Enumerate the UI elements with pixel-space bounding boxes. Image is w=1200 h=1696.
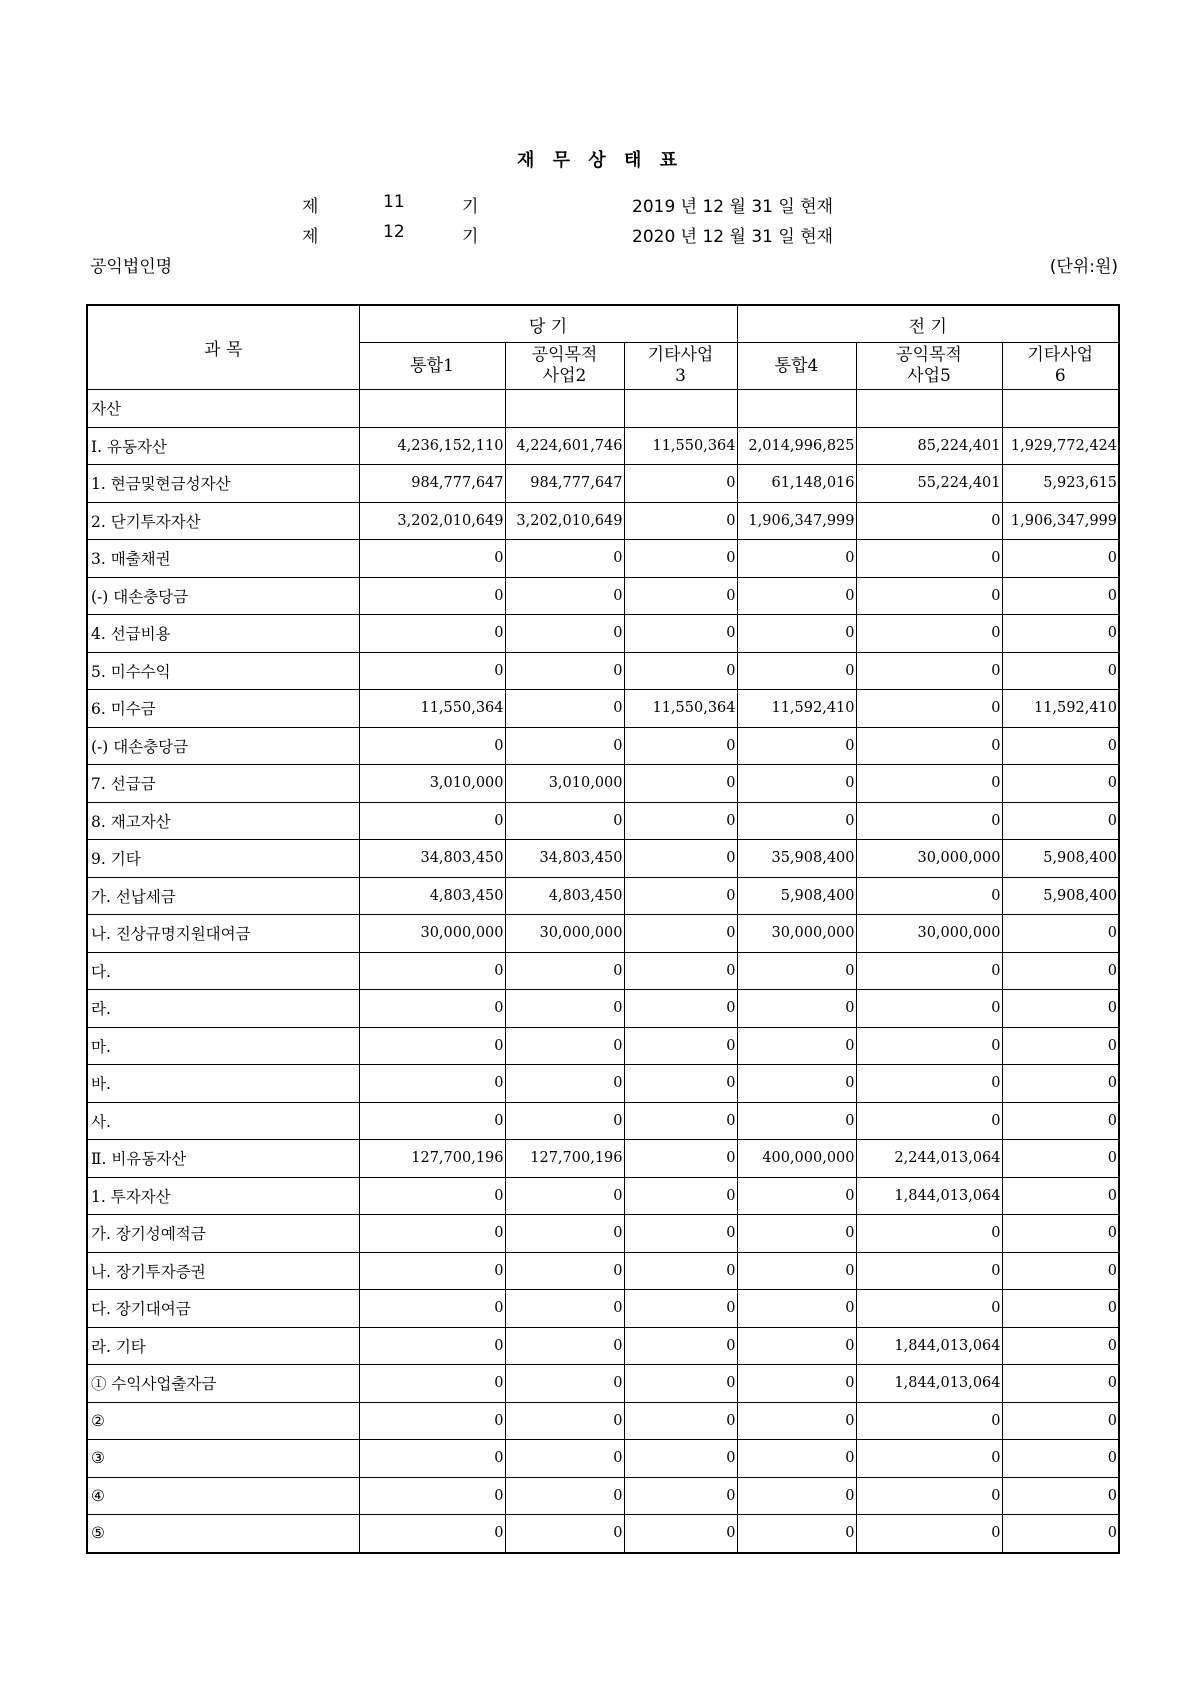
amount-cell: 0 bbox=[505, 540, 624, 578]
amount-cell: 0 bbox=[359, 1477, 505, 1515]
amount-cell: 3,010,000 bbox=[359, 765, 505, 803]
amount-cell: 0 bbox=[624, 1290, 737, 1328]
table-row bbox=[87, 390, 1119, 428]
amount-cell: 0 bbox=[856, 1065, 1002, 1103]
amount-cell: 0 bbox=[737, 1102, 856, 1140]
amount-cell: 0 bbox=[1002, 1327, 1119, 1365]
table-row bbox=[87, 1140, 1119, 1178]
row-label: 자산 bbox=[87, 390, 359, 428]
table-row bbox=[87, 1102, 1119, 1140]
amount-cell: 0 bbox=[1002, 1440, 1119, 1478]
period-prefix: 제 bbox=[302, 197, 319, 217]
amount-cell: 0 bbox=[359, 1327, 505, 1365]
amount-cell: 0 bbox=[737, 1402, 856, 1440]
entity-name-label: 공익법인명 bbox=[90, 257, 173, 277]
amount-cell: 0 bbox=[505, 1515, 624, 1553]
amount-cell: 0 bbox=[505, 1252, 624, 1290]
amount-cell: 0 bbox=[624, 540, 737, 578]
column-subheader: 공익목적 사업5 bbox=[856, 343, 1002, 390]
amount-cell: 0 bbox=[1002, 1252, 1119, 1290]
table-row bbox=[87, 1402, 1119, 1440]
amount-cell: 0 bbox=[856, 802, 1002, 840]
amount-cell: 0 bbox=[1002, 915, 1119, 953]
row-label: 다. 장기대여금 bbox=[87, 1290, 359, 1328]
period-date: 2020 년 12 월 31 일 현재 bbox=[632, 227, 834, 247]
amount-cell: 0 bbox=[1002, 802, 1119, 840]
amount-cell: 0 bbox=[1002, 1515, 1119, 1553]
table-row bbox=[87, 1327, 1119, 1365]
amount-cell: 1,929,772,424 bbox=[1002, 427, 1119, 465]
amount-cell: 0 bbox=[737, 765, 856, 803]
row-label: ② bbox=[87, 1402, 359, 1440]
amount-cell: 0 bbox=[1002, 1027, 1119, 1065]
amount-cell: 0 bbox=[624, 877, 737, 915]
amount-cell: 30,000,000 bbox=[856, 915, 1002, 953]
amount-cell: 30,000,000 bbox=[505, 915, 624, 953]
amount-cell: 0 bbox=[505, 615, 624, 653]
amount-cell: 0 bbox=[737, 615, 856, 653]
amount-cell: 0 bbox=[359, 1065, 505, 1103]
amount-cell: 0 bbox=[624, 502, 737, 540]
amount-cell: 0 bbox=[359, 1290, 505, 1328]
amount-cell: 0 bbox=[856, 540, 1002, 578]
table-row bbox=[87, 1365, 1119, 1403]
amount-cell: 0 bbox=[1002, 1402, 1119, 1440]
amount-cell: 0 bbox=[856, 877, 1002, 915]
amount-cell: 0 bbox=[1002, 765, 1119, 803]
row-label: Ⅱ. 비유동자산 bbox=[87, 1140, 359, 1178]
amount-cell: 5,908,400 bbox=[737, 877, 856, 915]
amount-cell: 0 bbox=[1002, 615, 1119, 653]
amount-cell: 0 bbox=[505, 1327, 624, 1365]
table-body bbox=[87, 390, 1119, 1553]
amount-cell: 5,908,400 bbox=[1002, 877, 1119, 915]
row-label: (-) 대손충당금 bbox=[87, 727, 359, 765]
amount-cell: 34,803,450 bbox=[505, 840, 624, 878]
table-row bbox=[87, 540, 1119, 578]
period-suffix: 기 bbox=[462, 227, 479, 247]
amount-cell: 0 bbox=[1002, 1365, 1119, 1403]
amount-cell: 0 bbox=[505, 1177, 624, 1215]
row-label: Ⅰ. 유동자산 bbox=[87, 427, 359, 465]
row-label: 1. 투자자산 bbox=[87, 1177, 359, 1215]
amount-cell bbox=[505, 390, 624, 428]
amount-cell: 0 bbox=[737, 1027, 856, 1065]
table-row bbox=[87, 427, 1119, 465]
period-prefix: 제 bbox=[302, 227, 319, 247]
amount-cell: 0 bbox=[624, 840, 737, 878]
amount-cell: 0 bbox=[624, 1177, 737, 1215]
amount-cell: 0 bbox=[505, 952, 624, 990]
amount-cell: 0 bbox=[359, 990, 505, 1028]
amount-cell: 0 bbox=[737, 652, 856, 690]
amount-cell: 0 bbox=[737, 1327, 856, 1365]
amount-cell: 0 bbox=[856, 952, 1002, 990]
amount-cell: 3,202,010,649 bbox=[505, 502, 624, 540]
amount-cell: 0 bbox=[624, 465, 737, 503]
amount-cell: 0 bbox=[624, 615, 737, 653]
amount-cell: 1,906,347,999 bbox=[737, 502, 856, 540]
column-subheader: 공익목적 사업2 bbox=[505, 343, 624, 390]
table-row bbox=[87, 652, 1119, 690]
amount-cell: 0 bbox=[1002, 577, 1119, 615]
row-label: 다. bbox=[87, 952, 359, 990]
amount-cell: 11,550,364 bbox=[624, 427, 737, 465]
row-label: 나. 장기투자증권 bbox=[87, 1252, 359, 1290]
balance-sheet-table bbox=[86, 304, 1120, 1554]
amount-cell: 0 bbox=[1002, 1065, 1119, 1103]
row-label: 4. 선급비용 bbox=[87, 615, 359, 653]
amount-cell: 0 bbox=[359, 952, 505, 990]
amount-cell: 0 bbox=[856, 1290, 1002, 1328]
table-row bbox=[87, 802, 1119, 840]
amount-cell: 0 bbox=[359, 1215, 505, 1253]
period-line-current bbox=[0, 192, 1200, 218]
table-row bbox=[87, 1215, 1119, 1253]
table-row bbox=[87, 502, 1119, 540]
amount-cell: 1,844,013,064 bbox=[856, 1327, 1002, 1365]
row-label: 사. bbox=[87, 1102, 359, 1140]
amount-cell: 0 bbox=[505, 1027, 624, 1065]
amount-cell: 0 bbox=[624, 990, 737, 1028]
period-number: 11 bbox=[383, 192, 405, 212]
amount-cell: 0 bbox=[737, 540, 856, 578]
unit-label: (단위:원) bbox=[1049, 257, 1118, 277]
amount-cell: 11,550,364 bbox=[624, 690, 737, 728]
amount-cell: 4,224,601,746 bbox=[505, 427, 624, 465]
amount-cell: 0 bbox=[359, 1515, 505, 1553]
row-label: 가. 선납세금 bbox=[87, 877, 359, 915]
table-row bbox=[87, 1440, 1119, 1478]
amount-cell: 0 bbox=[505, 1402, 624, 1440]
amount-cell: 0 bbox=[1002, 1290, 1119, 1328]
amount-cell: 0 bbox=[856, 1515, 1002, 1553]
amount-cell: 0 bbox=[1002, 652, 1119, 690]
row-label: 마. bbox=[87, 1027, 359, 1065]
amount-cell: 11,592,410 bbox=[1002, 690, 1119, 728]
amount-cell: 0 bbox=[856, 1252, 1002, 1290]
amount-cell: 0 bbox=[624, 1252, 737, 1290]
amount-cell: 4,803,450 bbox=[505, 877, 624, 915]
amount-cell: 0 bbox=[856, 690, 1002, 728]
amount-cell: 0 bbox=[359, 615, 505, 653]
amount-cell: 0 bbox=[856, 1027, 1002, 1065]
current-period-header: 당 기 bbox=[359, 305, 737, 343]
amount-cell: 0 bbox=[856, 990, 1002, 1028]
amount-cell: 4,803,450 bbox=[359, 877, 505, 915]
row-label: ⑤ bbox=[87, 1515, 359, 1553]
amount-cell: 984,777,647 bbox=[505, 465, 624, 503]
amount-cell: 1,844,013,064 bbox=[856, 1177, 1002, 1215]
table-row bbox=[87, 1477, 1119, 1515]
amount-cell: 0 bbox=[856, 577, 1002, 615]
amount-cell: 0 bbox=[1002, 952, 1119, 990]
amount-cell: 85,224,401 bbox=[856, 427, 1002, 465]
amount-cell: 0 bbox=[359, 1027, 505, 1065]
amount-cell: 5,923,615 bbox=[1002, 465, 1119, 503]
amount-cell: 0 bbox=[856, 615, 1002, 653]
amount-cell: 3,202,010,649 bbox=[359, 502, 505, 540]
period-suffix: 기 bbox=[462, 197, 479, 217]
row-label: 라. bbox=[87, 990, 359, 1028]
table-row bbox=[87, 1177, 1119, 1215]
amount-cell: 0 bbox=[624, 1327, 737, 1365]
amount-cell: 0 bbox=[737, 1177, 856, 1215]
amount-cell: 0 bbox=[624, 1215, 737, 1253]
amount-cell: 0 bbox=[505, 990, 624, 1028]
row-label: (-) 대손충당금 bbox=[87, 577, 359, 615]
amount-cell: 11,550,364 bbox=[359, 690, 505, 728]
table-row bbox=[87, 952, 1119, 990]
row-label: 7. 선급금 bbox=[87, 765, 359, 803]
amount-cell: 0 bbox=[505, 1215, 624, 1253]
amount-cell: 0 bbox=[1002, 727, 1119, 765]
amount-cell: 0 bbox=[1002, 1477, 1119, 1515]
amount-cell: 0 bbox=[737, 990, 856, 1028]
amount-cell: 61,148,016 bbox=[737, 465, 856, 503]
row-label: 가. 장기성예적금 bbox=[87, 1215, 359, 1253]
row-label: 8. 재고자산 bbox=[87, 802, 359, 840]
row-label: ④ bbox=[87, 1477, 359, 1515]
row-label: ① 수익사업출자금 bbox=[87, 1365, 359, 1403]
amount-cell bbox=[359, 390, 505, 428]
amount-cell: 1,844,013,064 bbox=[856, 1365, 1002, 1403]
amount-cell: 0 bbox=[737, 1440, 856, 1478]
amount-cell: 0 bbox=[624, 915, 737, 953]
amount-cell: 0 bbox=[359, 1365, 505, 1403]
amount-cell: 30,000,000 bbox=[359, 915, 505, 953]
amount-cell: 0 bbox=[359, 1402, 505, 1440]
amount-cell: 0 bbox=[624, 727, 737, 765]
amount-cell: 0 bbox=[505, 1365, 624, 1403]
amount-cell: 0 bbox=[624, 1402, 737, 1440]
amount-cell: 0 bbox=[505, 690, 624, 728]
amount-cell: 0 bbox=[505, 802, 624, 840]
amount-cell: 0 bbox=[737, 577, 856, 615]
table-row bbox=[87, 577, 1119, 615]
amount-cell: 0 bbox=[359, 540, 505, 578]
amount-cell: 0 bbox=[624, 1477, 737, 1515]
table-row bbox=[87, 877, 1119, 915]
amount-cell: 30,000,000 bbox=[856, 840, 1002, 878]
table-row bbox=[87, 1290, 1119, 1328]
amount-cell: 0 bbox=[624, 1102, 737, 1140]
amount-cell: 0 bbox=[505, 652, 624, 690]
amount-cell: 0 bbox=[1002, 1177, 1119, 1215]
table-row bbox=[87, 1027, 1119, 1065]
table-row bbox=[87, 615, 1119, 653]
amount-cell: 0 bbox=[624, 1515, 737, 1553]
row-label: 바. bbox=[87, 1065, 359, 1103]
row-label: ③ bbox=[87, 1440, 359, 1478]
amount-cell: 0 bbox=[737, 1252, 856, 1290]
period-number: 12 bbox=[383, 222, 405, 242]
amount-cell: 0 bbox=[856, 652, 1002, 690]
row-label: 라. 기타 bbox=[87, 1327, 359, 1365]
table-row bbox=[87, 1515, 1119, 1553]
row-label: 1. 현금및현금성자산 bbox=[87, 465, 359, 503]
amount-cell: 0 bbox=[856, 1402, 1002, 1440]
amount-cell: 984,777,647 bbox=[359, 465, 505, 503]
amount-cell: 1,906,347,999 bbox=[1002, 502, 1119, 540]
amount-cell: 0 bbox=[624, 765, 737, 803]
table-row bbox=[87, 915, 1119, 953]
amount-cell: 0 bbox=[624, 577, 737, 615]
table-row bbox=[87, 765, 1119, 803]
amount-cell: 0 bbox=[359, 577, 505, 615]
amount-cell: 0 bbox=[1002, 1140, 1119, 1178]
amount-cell: 0 bbox=[359, 1102, 505, 1140]
amount-cell: 0 bbox=[1002, 1102, 1119, 1140]
period-line-prior bbox=[0, 222, 1200, 248]
amount-cell: 0 bbox=[505, 577, 624, 615]
amount-cell: 11,592,410 bbox=[737, 690, 856, 728]
amount-cell: 3,010,000 bbox=[505, 765, 624, 803]
amount-cell: 127,700,196 bbox=[505, 1140, 624, 1178]
amount-cell: 2,014,996,825 bbox=[737, 427, 856, 465]
amount-cell: 30,000,000 bbox=[737, 915, 856, 953]
amount-cell: 0 bbox=[1002, 990, 1119, 1028]
amount-cell: 0 bbox=[856, 727, 1002, 765]
table-row bbox=[87, 1252, 1119, 1290]
column-subheader: 통합1 bbox=[359, 343, 505, 390]
amount-cell: 0 bbox=[856, 1102, 1002, 1140]
row-label: 나. 진상규명지원대여금 bbox=[87, 915, 359, 953]
amount-cell: 0 bbox=[359, 1440, 505, 1478]
amount-cell: 5,908,400 bbox=[1002, 840, 1119, 878]
amount-cell: 0 bbox=[856, 1477, 1002, 1515]
amount-cell: 0 bbox=[737, 1065, 856, 1103]
amount-cell: 0 bbox=[856, 1215, 1002, 1253]
amount-cell: 0 bbox=[359, 802, 505, 840]
amount-cell: 127,700,196 bbox=[359, 1140, 505, 1178]
amount-cell: 0 bbox=[856, 1440, 1002, 1478]
row-label: 5. 미수수익 bbox=[87, 652, 359, 690]
amount-cell: 0 bbox=[505, 1065, 624, 1103]
amount-cell: 2,244,013,064 bbox=[856, 1140, 1002, 1178]
amount-cell: 0 bbox=[624, 1365, 737, 1403]
amount-cell bbox=[737, 390, 856, 428]
column-subheader: 기타사업 6 bbox=[1002, 343, 1119, 390]
amount-cell bbox=[856, 390, 1002, 428]
table-row bbox=[87, 1065, 1119, 1103]
document-title: 재 무 상 태 표 bbox=[516, 150, 683, 171]
amount-cell: 0 bbox=[1002, 1215, 1119, 1253]
amount-cell: 0 bbox=[359, 1177, 505, 1215]
table-row bbox=[87, 990, 1119, 1028]
amount-cell: 4,236,152,110 bbox=[359, 427, 505, 465]
amount-cell: 0 bbox=[737, 1365, 856, 1403]
amount-cell: 0 bbox=[624, 1440, 737, 1478]
amount-cell: 0 bbox=[359, 727, 505, 765]
amount-cell: 0 bbox=[505, 1477, 624, 1515]
amount-cell: 0 bbox=[856, 502, 1002, 540]
amount-cell: 35,908,400 bbox=[737, 840, 856, 878]
amount-cell: 400,000,000 bbox=[737, 1140, 856, 1178]
amount-cell: 0 bbox=[1002, 540, 1119, 578]
subject-header: 과 목 bbox=[87, 305, 359, 390]
amount-cell: 0 bbox=[737, 1290, 856, 1328]
amount-cell bbox=[624, 390, 737, 428]
amount-cell: 0 bbox=[737, 1477, 856, 1515]
amount-cell: 0 bbox=[624, 1140, 737, 1178]
amount-cell: 0 bbox=[737, 1215, 856, 1253]
amount-cell: 55,224,401 bbox=[856, 465, 1002, 503]
amount-cell: 0 bbox=[737, 727, 856, 765]
column-subheader: 기타사업 3 bbox=[624, 343, 737, 390]
table-row bbox=[87, 840, 1119, 878]
row-label: 9. 기타 bbox=[87, 840, 359, 878]
table-row bbox=[87, 690, 1119, 728]
amount-cell: 0 bbox=[624, 1027, 737, 1065]
amount-cell: 0 bbox=[359, 652, 505, 690]
amount-cell: 0 bbox=[737, 802, 856, 840]
amount-cell: 0 bbox=[624, 652, 737, 690]
amount-cell: 0 bbox=[624, 1065, 737, 1103]
amount-cell: 0 bbox=[505, 1290, 624, 1328]
amount-cell: 34,803,450 bbox=[359, 840, 505, 878]
prior-period-header: 전 기 bbox=[737, 305, 1119, 343]
row-label: 6. 미수금 bbox=[87, 690, 359, 728]
amount-cell: 0 bbox=[624, 952, 737, 990]
table-row bbox=[87, 465, 1119, 503]
amount-cell: 0 bbox=[737, 1515, 856, 1553]
row-label: 3. 매출채권 bbox=[87, 540, 359, 578]
amount-cell: 0 bbox=[505, 1102, 624, 1140]
column-subheader: 통합4 bbox=[737, 343, 856, 390]
amount-cell: 0 bbox=[737, 952, 856, 990]
amount-cell: 0 bbox=[856, 765, 1002, 803]
amount-cell: 0 bbox=[505, 727, 624, 765]
row-label: 2. 단기투자자산 bbox=[87, 502, 359, 540]
period-date: 2019 년 12 월 31 일 현재 bbox=[632, 197, 834, 217]
amount-cell: 0 bbox=[505, 1440, 624, 1478]
table-row bbox=[87, 727, 1119, 765]
amount-cell: 0 bbox=[624, 802, 737, 840]
amount-cell bbox=[1002, 390, 1119, 428]
amount-cell: 0 bbox=[359, 1252, 505, 1290]
